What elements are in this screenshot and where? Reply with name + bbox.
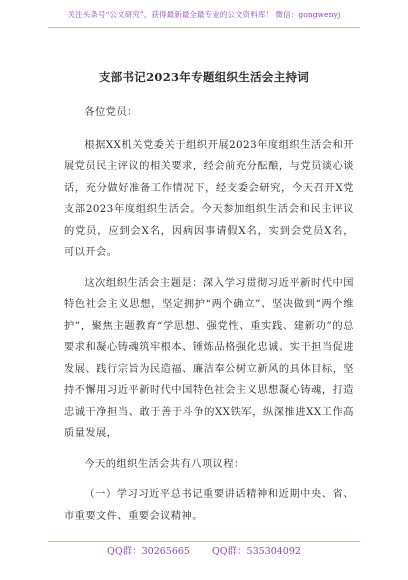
footer-qq-group-1: QQ群：30265665 — [107, 546, 190, 557]
header-promo-note: 关注头条号“公文研究”，获得最新最全最专业的公文资料库！ 微信：gongwenyj — [67, 10, 341, 19]
agenda-intro: 今天的组织生活会共有八项议程： — [84, 458, 245, 470]
agenda-item-1: （一）学习习近平总书记重要讲话精神和近期中央、省、市重要文件、重要会议精神。 — [64, 489, 354, 522]
paragraph-theme: 这次组织生活会主题是：深入学习贯彻习近平新时代中国特色社会主义思想，坚定拥护“两个确立”、坚决做到“两个维护”，聚焦主题教育“学思想、强党性、重实践、建新功”的总要求和凝心铸魂筑牢根本、锤炼品格强化忠诚、实干担当促进发展、践行宗旨为民造福、廉洁奉公树立新风的具体目标，坚持不懈用习近平新时代中国特色社会主义思想凝心铸魂，打造忠诚干净担当、敢于善于斗争的XX铁军，纵深推进XX工作高质量发展， — [64, 277, 354, 439]
document-body — [64, 102, 354, 536]
paragraph-intro: 根据XX机关党委关于组织开展2023年度组织生活会和开展党员民主评议的相关要求，经会前充分酝酿，与党员谈心谈话，充分做好准备工作情况下，经支委会研究，今天召开X党支部2023年度组织生活会。今天参加组织生活会和民主评议的党员，应到会X名，因病因事请假X名，实到会党员X名，可以开会。 — [64, 139, 354, 258]
footer-divider — [48, 541, 360, 542]
header-divider — [48, 27, 360, 28]
document-title: 支部书记2023年专题组织生活会主持词 — [98, 70, 310, 84]
salutation: 各位党员： — [84, 107, 138, 118]
footer-contacts — [0, 545, 408, 558]
footer-qq-group-2: QQ群：535304092 — [211, 546, 301, 557]
